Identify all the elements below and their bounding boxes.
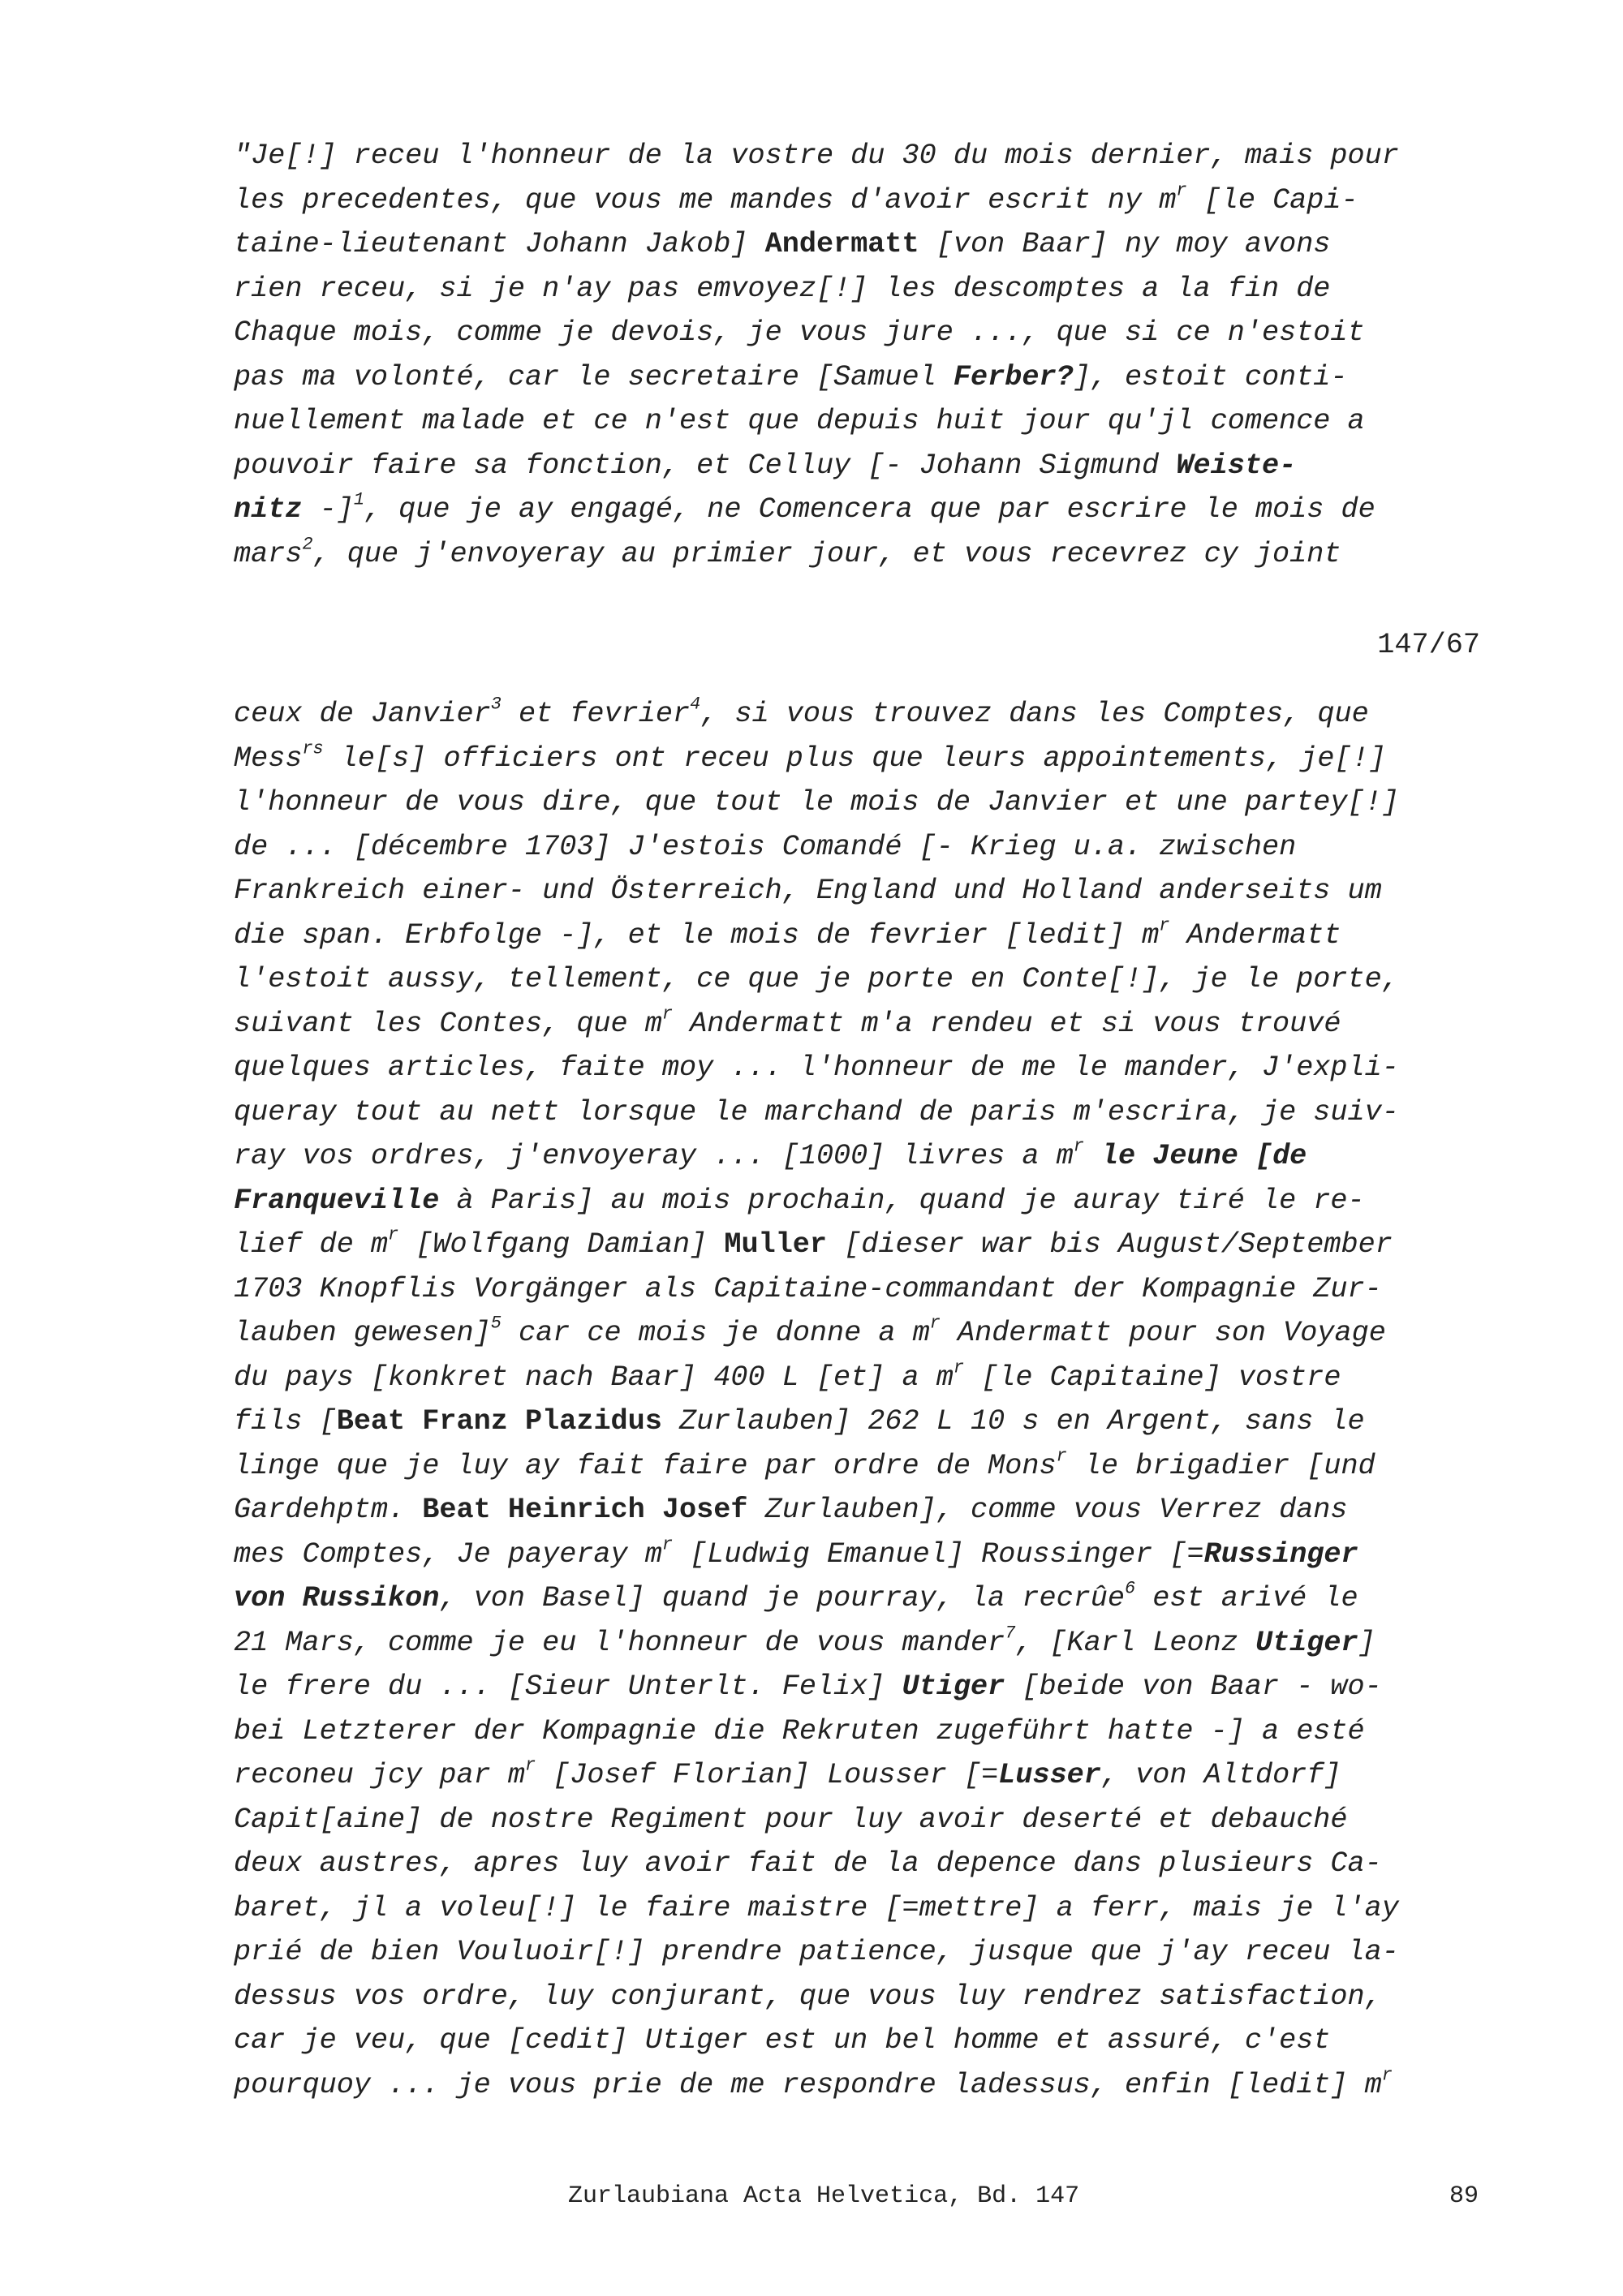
text-run: pouvoir faire sa fonction, et Celluy [- Johann Sigmund	[234, 449, 1177, 482]
text-line	[234, 1621, 1475, 1666]
text-line	[234, 532, 1475, 577]
text-line	[234, 1798, 1475, 1842]
text-run: du pays [konkret nach Baar] 400 L [et] a m	[234, 1361, 954, 1394]
superscript: 6	[1125, 1578, 1136, 1599]
text-run: mes Comptes, Je payeray m	[234, 1537, 662, 1571]
bold-name: Beat Franz Plazidus	[336, 1405, 662, 1438]
text-run: queray tout au nett lorsque le marchand de paris m'escrira, je suiv-	[234, 1095, 1399, 1129]
text-line	[234, 1134, 1475, 1179]
text-run: lauben gewesen]	[234, 1317, 491, 1349]
text-line	[234, 1665, 1475, 1709]
superscript: 1	[353, 489, 364, 510]
text-run: Chaque mois, comme je devois, je vous jure ..., que si ce n'estoit	[234, 316, 1365, 349]
text-run: le brigadier [und	[1066, 1449, 1375, 1482]
text-run: 21 Mars, comme je eu l'honneur de vous mander	[234, 1626, 1005, 1659]
text-line	[234, 1975, 1475, 2019]
superscript: r	[524, 1755, 536, 1776]
text-run: [Josef Florian] Lousser [=	[536, 1759, 999, 1791]
text-line	[234, 1709, 1475, 1754]
superscript: r	[1381, 2065, 1393, 2086]
letter-paragraph-2	[234, 692, 1475, 2107]
text-run: taine-lieutenant Johann Jakob]	[234, 228, 765, 260]
bold-name: Lusser	[998, 1759, 1101, 1791]
text-run: pas ma volonté, car le secretaire [Samuel	[234, 360, 954, 393]
text-line	[234, 957, 1475, 1002]
text-run: fils [	[234, 1405, 337, 1438]
text-line	[234, 134, 1475, 178]
superscript: r	[1056, 1446, 1067, 1467]
text-line	[234, 2063, 1475, 2108]
superscript: 5	[490, 1313, 502, 1334]
text-run: [le Capitaine] vostre	[963, 1361, 1341, 1394]
text-line	[234, 399, 1475, 444]
text-run: [le Capi-	[1186, 183, 1358, 217]
bold-name: nitz	[234, 493, 303, 526]
superscript: r	[388, 1224, 399, 1245]
text-line	[234, 1533, 1475, 1577]
bold-name: von Russikon	[234, 1582, 440, 1615]
superscript: r	[1073, 1136, 1084, 1157]
text-run: 1703 Knopflis Vorgänger als Capitaine-commandant der Kompagnie Zur-	[234, 1272, 1382, 1305]
text-run: et fevrier	[501, 698, 691, 730]
text-run: , si vous trouvez dans les Comptes, que	[700, 698, 1369, 730]
text-line	[234, 222, 1475, 267]
superscript: 7	[1005, 1623, 1016, 1644]
bold-name: Russinger	[1203, 1537, 1358, 1571]
text-line	[234, 1179, 1475, 1223]
text-run: baret, jl a voleu[!] le faire maistre [=mettre] a ferr, mais je l'ay	[234, 1891, 1399, 1924]
superscript: rs	[302, 738, 324, 759]
text-run: prié de bien Vouluoir[!] prendre patience, jusque que j'ay receu la-	[234, 1936, 1399, 1968]
text-run: , von Basel] quand je pourray, la recrûe	[439, 1582, 1126, 1615]
text-run: , que j'envoyeray au primier jour, et vous recevrez cy joint	[312, 537, 1341, 570]
text-run: pourquoy ... je vous prie de me respondre ladessus, enfin [ledit] m	[234, 2068, 1382, 2101]
text-run: die span. Erbfolge -], et le mois de fevrier [ledit] m	[234, 918, 1160, 952]
text-line	[234, 444, 1475, 488]
superscript: r	[661, 1534, 673, 1555]
bold-name: le Jeune [de	[1100, 1140, 1307, 1172]
text-run: linge que je luy ay fait faire par ordre de Mons	[234, 1449, 1057, 1482]
text-line	[234, 1753, 1475, 1798]
text-run: les precedentes, que vous me mandes d'avoir escrit ny m	[234, 183, 1177, 217]
text-run: ray vos ordres, j'envoyeray ... [1000] livres a m	[234, 1140, 1074, 1172]
text-run: Andermatt	[1169, 918, 1341, 952]
text-run: rien receu, si je n'ay pas emvoyez[!] les descomptes a la fin de	[234, 272, 1331, 305]
text-line	[234, 1002, 1475, 1047]
text-run: lief de m	[234, 1228, 389, 1261]
text-run: [Wolfgang Damian]	[398, 1228, 725, 1261]
text-line	[234, 692, 1475, 737]
text-line	[234, 267, 1475, 312]
superscript: r	[953, 1357, 964, 1378]
bold-name: Ferber?	[953, 360, 1074, 393]
text-run: "Je[!] receu l'honneur de la vostre du 30 du mois dernier, mais pour	[234, 140, 1399, 172]
bold-name: Utiger	[1255, 1626, 1358, 1659]
text-run: deux austres, apres luy avoir fait de la depence dans plusieurs Ca-	[234, 1847, 1382, 1880]
text-line	[234, 914, 1475, 958]
text-line	[234, 1886, 1475, 1931]
bold-name: Franqueville	[234, 1184, 440, 1217]
text-run: Andermatt pour son Voyage	[940, 1317, 1386, 1349]
text-line	[234, 1311, 1475, 1356]
text-run: reconeu jcy par m	[234, 1759, 525, 1791]
text-run: dessus vos ordre, luy conjurant, que vous luy rendrez satisfaction,	[234, 1980, 1382, 2013]
text-run: à Paris] au mois prochain, quand je auray tiré le re-	[439, 1184, 1365, 1217]
text-line	[234, 1267, 1475, 1312]
bold-name: Utiger	[902, 1670, 1005, 1703]
text-run: de ... [décembre 1703] J'estois Comandé [- Krieg u.a. zwischen	[234, 830, 1297, 863]
text-run: mars	[234, 537, 303, 570]
folio-reference: 147/67	[1377, 629, 1480, 661]
text-run: Mess	[234, 742, 303, 775]
superscript: 2	[302, 534, 313, 555]
text-line	[234, 2019, 1475, 2063]
text-run: Gardehptm.	[234, 1494, 423, 1526]
text-line	[234, 825, 1475, 870]
text-run: , von Altdorf]	[1100, 1759, 1341, 1791]
text-line	[234, 869, 1475, 914]
superscript: r	[661, 1004, 673, 1025]
superscript: r	[1176, 180, 1187, 201]
text-run: Capit[aine] de nostre Regiment pour luy avoir deserté et debauché	[234, 1803, 1348, 1836]
text-line	[234, 1046, 1475, 1090]
text-line	[234, 1488, 1475, 1533]
text-line	[234, 1400, 1475, 1444]
footer-journal-title: Zurlaubiana Acta Helvetica, Bd. 147	[568, 2182, 1080, 2210]
text-line	[234, 1930, 1475, 1975]
text-run: ], estoit conti-	[1073, 360, 1348, 393]
text-run: bei Letzterer der Kompagnie die Rekruten zugeführt hatte -] a esté	[234, 1714, 1365, 1748]
text-run: le frere du ... [Sieur Unterlt. Felix]	[234, 1670, 902, 1703]
superscript: 4	[690, 694, 701, 715]
superscript: r	[1159, 915, 1170, 936]
text-run: , que je ay engagé, ne Comencera que par escrire le mois de	[364, 493, 1375, 526]
bold-name: Weiste-	[1176, 449, 1297, 482]
text-line	[234, 1576, 1475, 1621]
text-run: quelques articles, faite moy ... l'honneur de me le mander, J'expli-	[234, 1051, 1399, 1084]
text-run: [Ludwig Emanuel] Roussinger [=	[673, 1537, 1204, 1571]
text-run: [dieser war bis August/September	[827, 1228, 1393, 1261]
text-line	[234, 488, 1475, 532]
text-run: suivant les Contes, que m	[234, 1007, 662, 1040]
text-line	[234, 1356, 1475, 1400]
text-run: est arivé le	[1135, 1582, 1358, 1615]
text-run: Andermatt m'a rendeu et si vous trouvé	[673, 1007, 1341, 1040]
text-run: Frankreich einer- und Österreich, England und Holland anderseits um	[234, 875, 1382, 907]
bold-name: Andermatt	[764, 228, 919, 260]
text-run: [von Baar] ny moy avons	[919, 228, 1331, 260]
text-run: le[s] officiers ont receu plus que leurs appointements, je[!]	[323, 742, 1386, 775]
text-line	[234, 1223, 1475, 1267]
bold-name: Muller	[724, 1228, 828, 1261]
text-run: l'honneur de vous dire, que tout le mois de Janvier et une partey[!]	[234, 786, 1399, 819]
text-run: -]	[302, 493, 354, 526]
text-line	[234, 311, 1475, 355]
text-line	[234, 178, 1475, 223]
text-run: l'estoit aussy, tellement, ce que je porte en Conte[!], je le porte,	[234, 963, 1399, 995]
text-run: car je veu, que [cedit] Utiger est un bel homme et assuré, c'est	[234, 2024, 1331, 2057]
text-run: Zurlauben], comme vous Verrez dans	[747, 1494, 1348, 1526]
text-line	[234, 1842, 1475, 1886]
superscript: 3	[490, 694, 502, 715]
page-number: 89	[1449, 2182, 1479, 2210]
text-line	[234, 1444, 1475, 1489]
text-run: [beide von Baar - wo-	[1005, 1670, 1382, 1703]
text-line	[234, 737, 1475, 781]
text-run: Zurlauben] 262 L 10 s en Argent, sans le	[661, 1405, 1365, 1438]
text-run: ceux de Janvier	[234, 698, 491, 730]
text-line	[234, 1090, 1475, 1135]
text-run	[1084, 1140, 1101, 1172]
text-run: car ce mois je donne a m	[501, 1317, 930, 1349]
text-line	[234, 780, 1475, 825]
letter-paragraph-1	[234, 134, 1475, 576]
text-run: nuellement malade et ce n'est que depuis huit jour qu'jl comence a	[234, 405, 1365, 437]
text-run: , [Karl Leonz	[1015, 1626, 1255, 1659]
bold-name: Beat Heinrich Josef	[422, 1494, 748, 1526]
superscript: r	[929, 1313, 941, 1334]
text-line	[234, 355, 1475, 400]
text-run: ]	[1358, 1626, 1375, 1659]
